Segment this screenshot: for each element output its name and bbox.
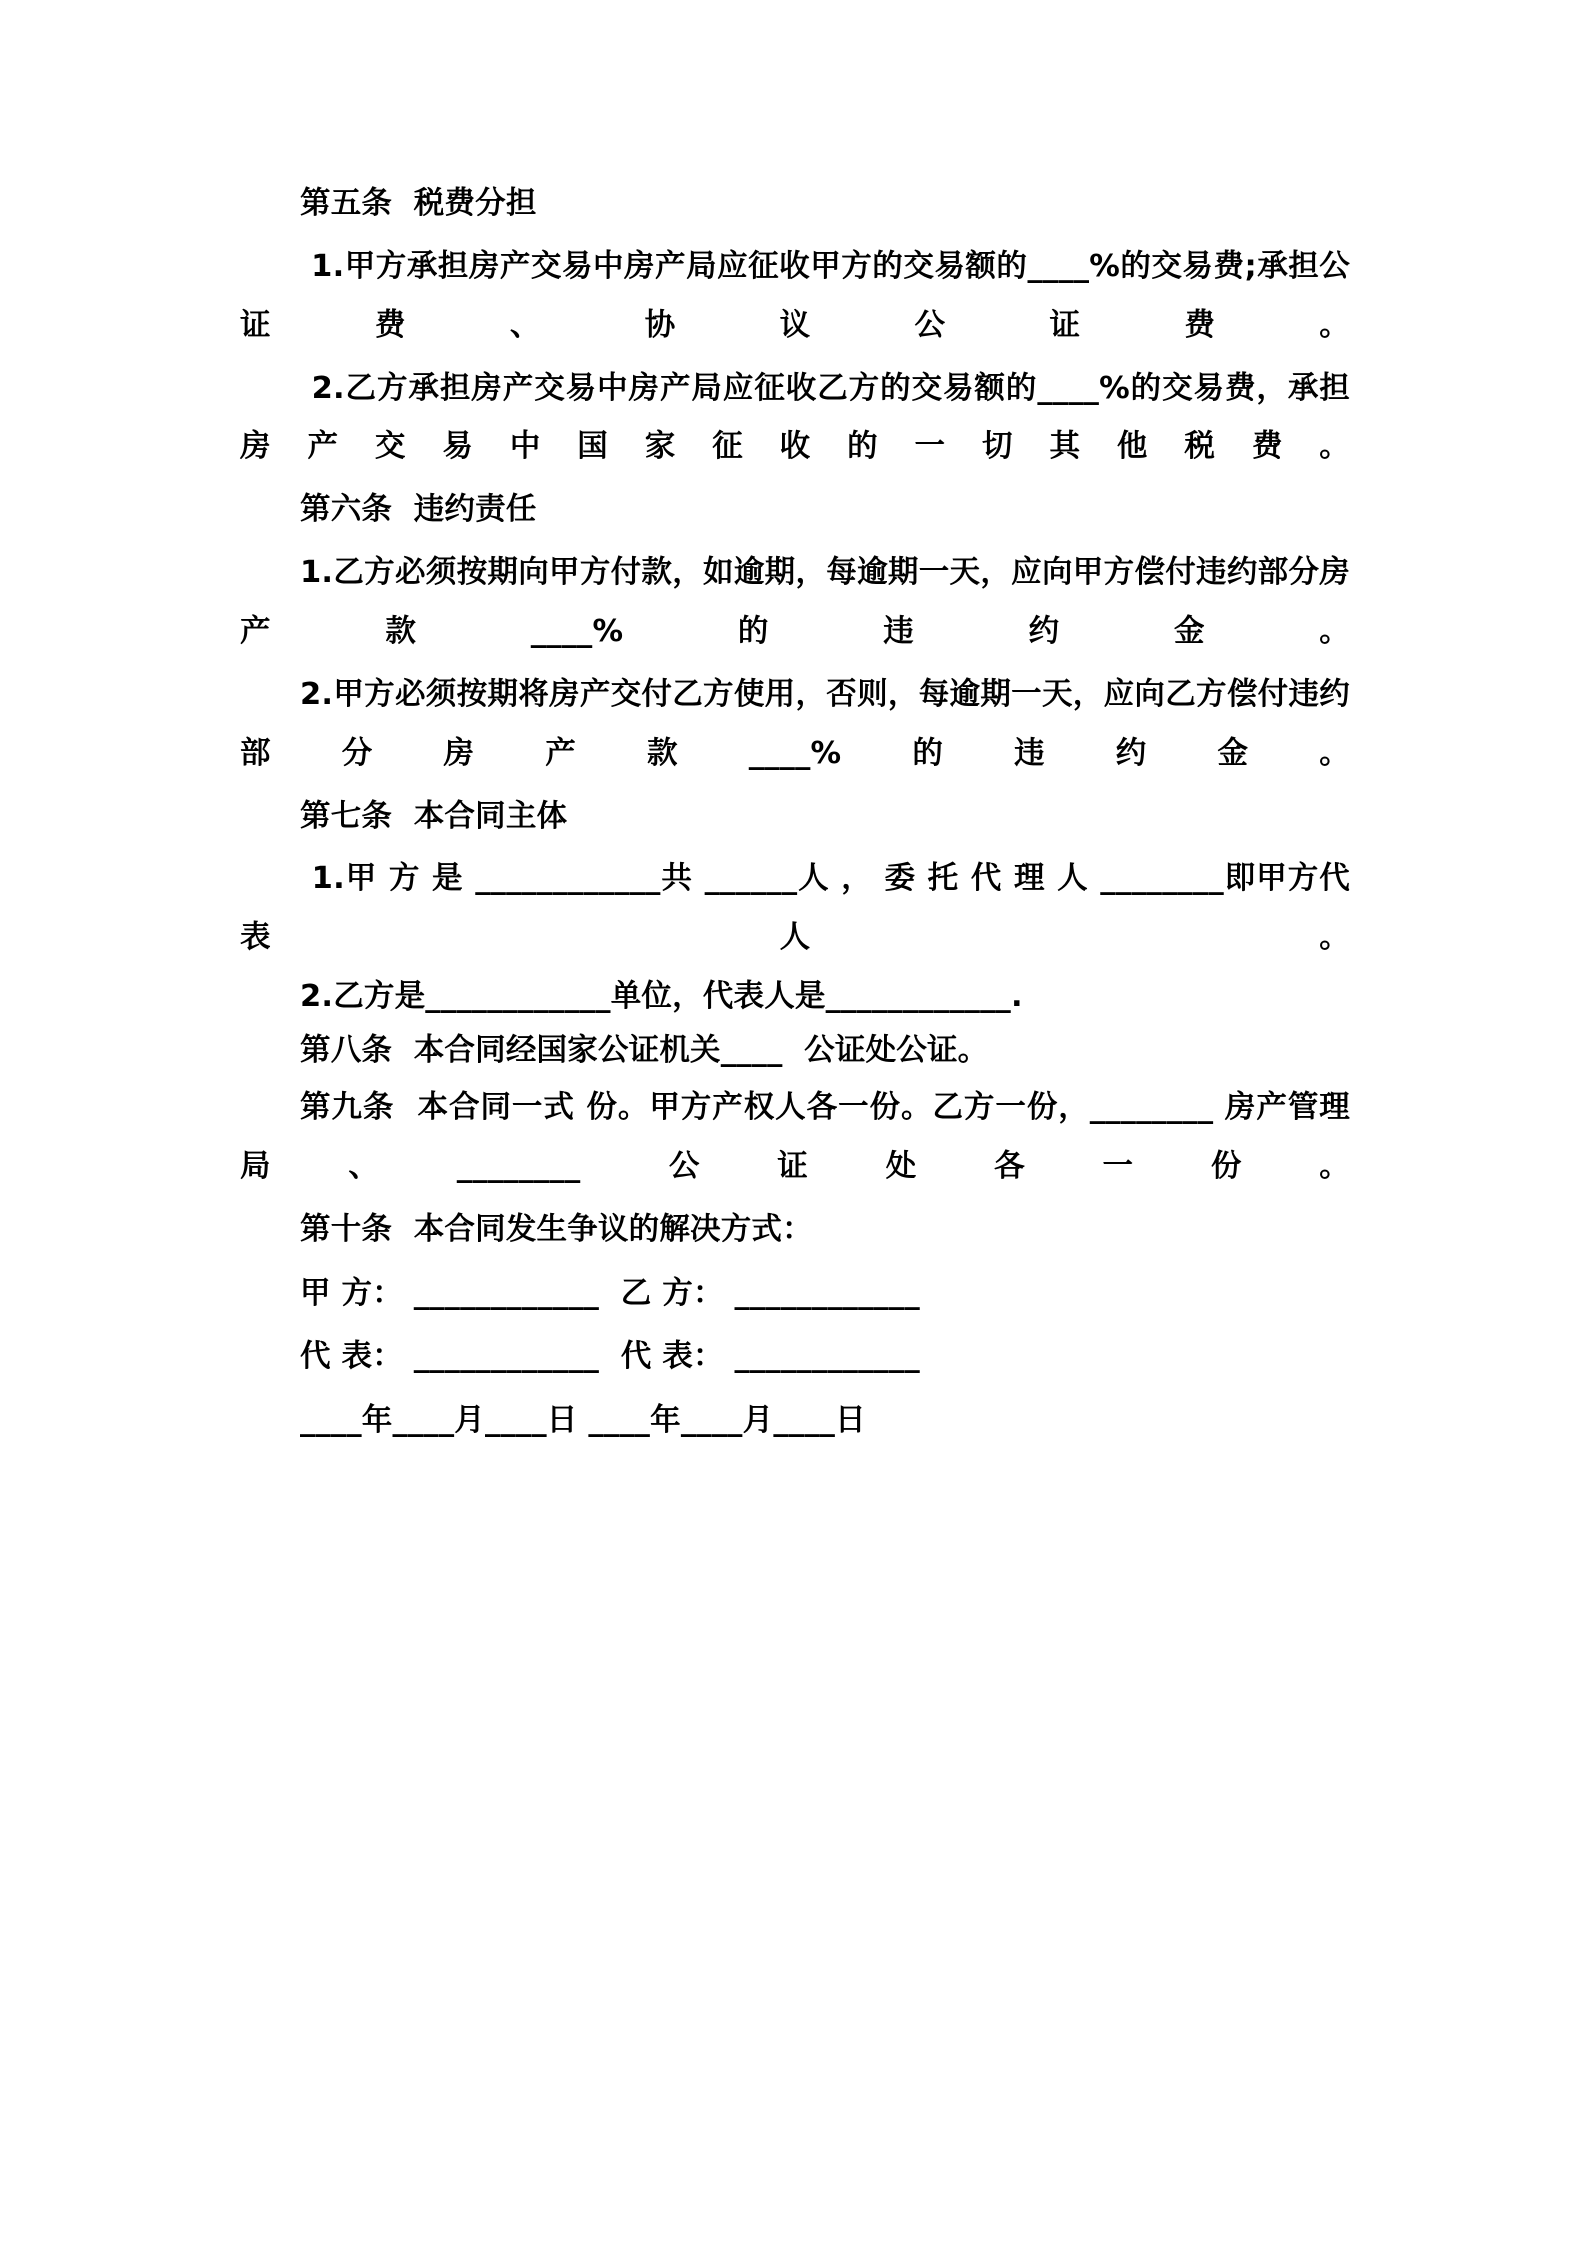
section-heading-7: 第七条 本合同主体	[300, 798, 568, 834]
signature-line-representatives: 代 表： ____________ 代 表： ____________	[300, 1339, 920, 1375]
section-heading-9: 第九条 本合同一式 份。甲方产权人各一份。乙方一份，________ 房产管理局、________ 公证处各一份。	[240, 1089, 1350, 1184]
document-body	[240, 175, 1350, 1454]
section-7-paragraph-2: 2.乙方是____________单位，代表人是____________.	[300, 979, 1023, 1015]
signature-block	[240, 1264, 1350, 1450]
section-heading-5: 第五条 税费分担	[300, 186, 537, 221]
section-5-paragraph-1: 1.甲方承担房产交易中房产局应征收甲方的交易额的____%的交易费;承担公证费、协议公证费。	[240, 248, 1350, 343]
section-heading-6: 第六条 违约责任	[300, 492, 537, 528]
section-6-paragraph-2: 2.甲方必须按期将房产交付乙方使用，否则，每逾期一天，应向乙方偿付违约部分房产款____%的违约金。	[240, 676, 1350, 771]
signature-line-parties: 甲 方： ____________ 乙 方： ____________	[300, 1275, 920, 1311]
signature-line-dates: ____年____月____日 ____年____月____日	[300, 1402, 866, 1438]
section-heading-10: 第十条 本合同发生争议的解决方式：	[300, 1211, 813, 1247]
section-heading-8: 第八条 本合同经国家公证机关____ 公证处公证。	[300, 1032, 989, 1068]
section-6-paragraph-1: 1.乙方必须按期向甲方付款，如逾期，每逾期一天，应向甲方偿付违约部分房产款____%的违约金。	[240, 555, 1350, 650]
section-7-paragraph-1: 1.甲 方 是 ____________共 ______人 ， 委 托 代 理 人 ________即甲方代表人。	[240, 861, 1350, 956]
section-5-paragraph-2: 2.乙方承担房产交易中房产局应征收乙方的交易额的____%的交易费，承担房产交易中国家征收的一切其他税费。	[240, 370, 1350, 465]
